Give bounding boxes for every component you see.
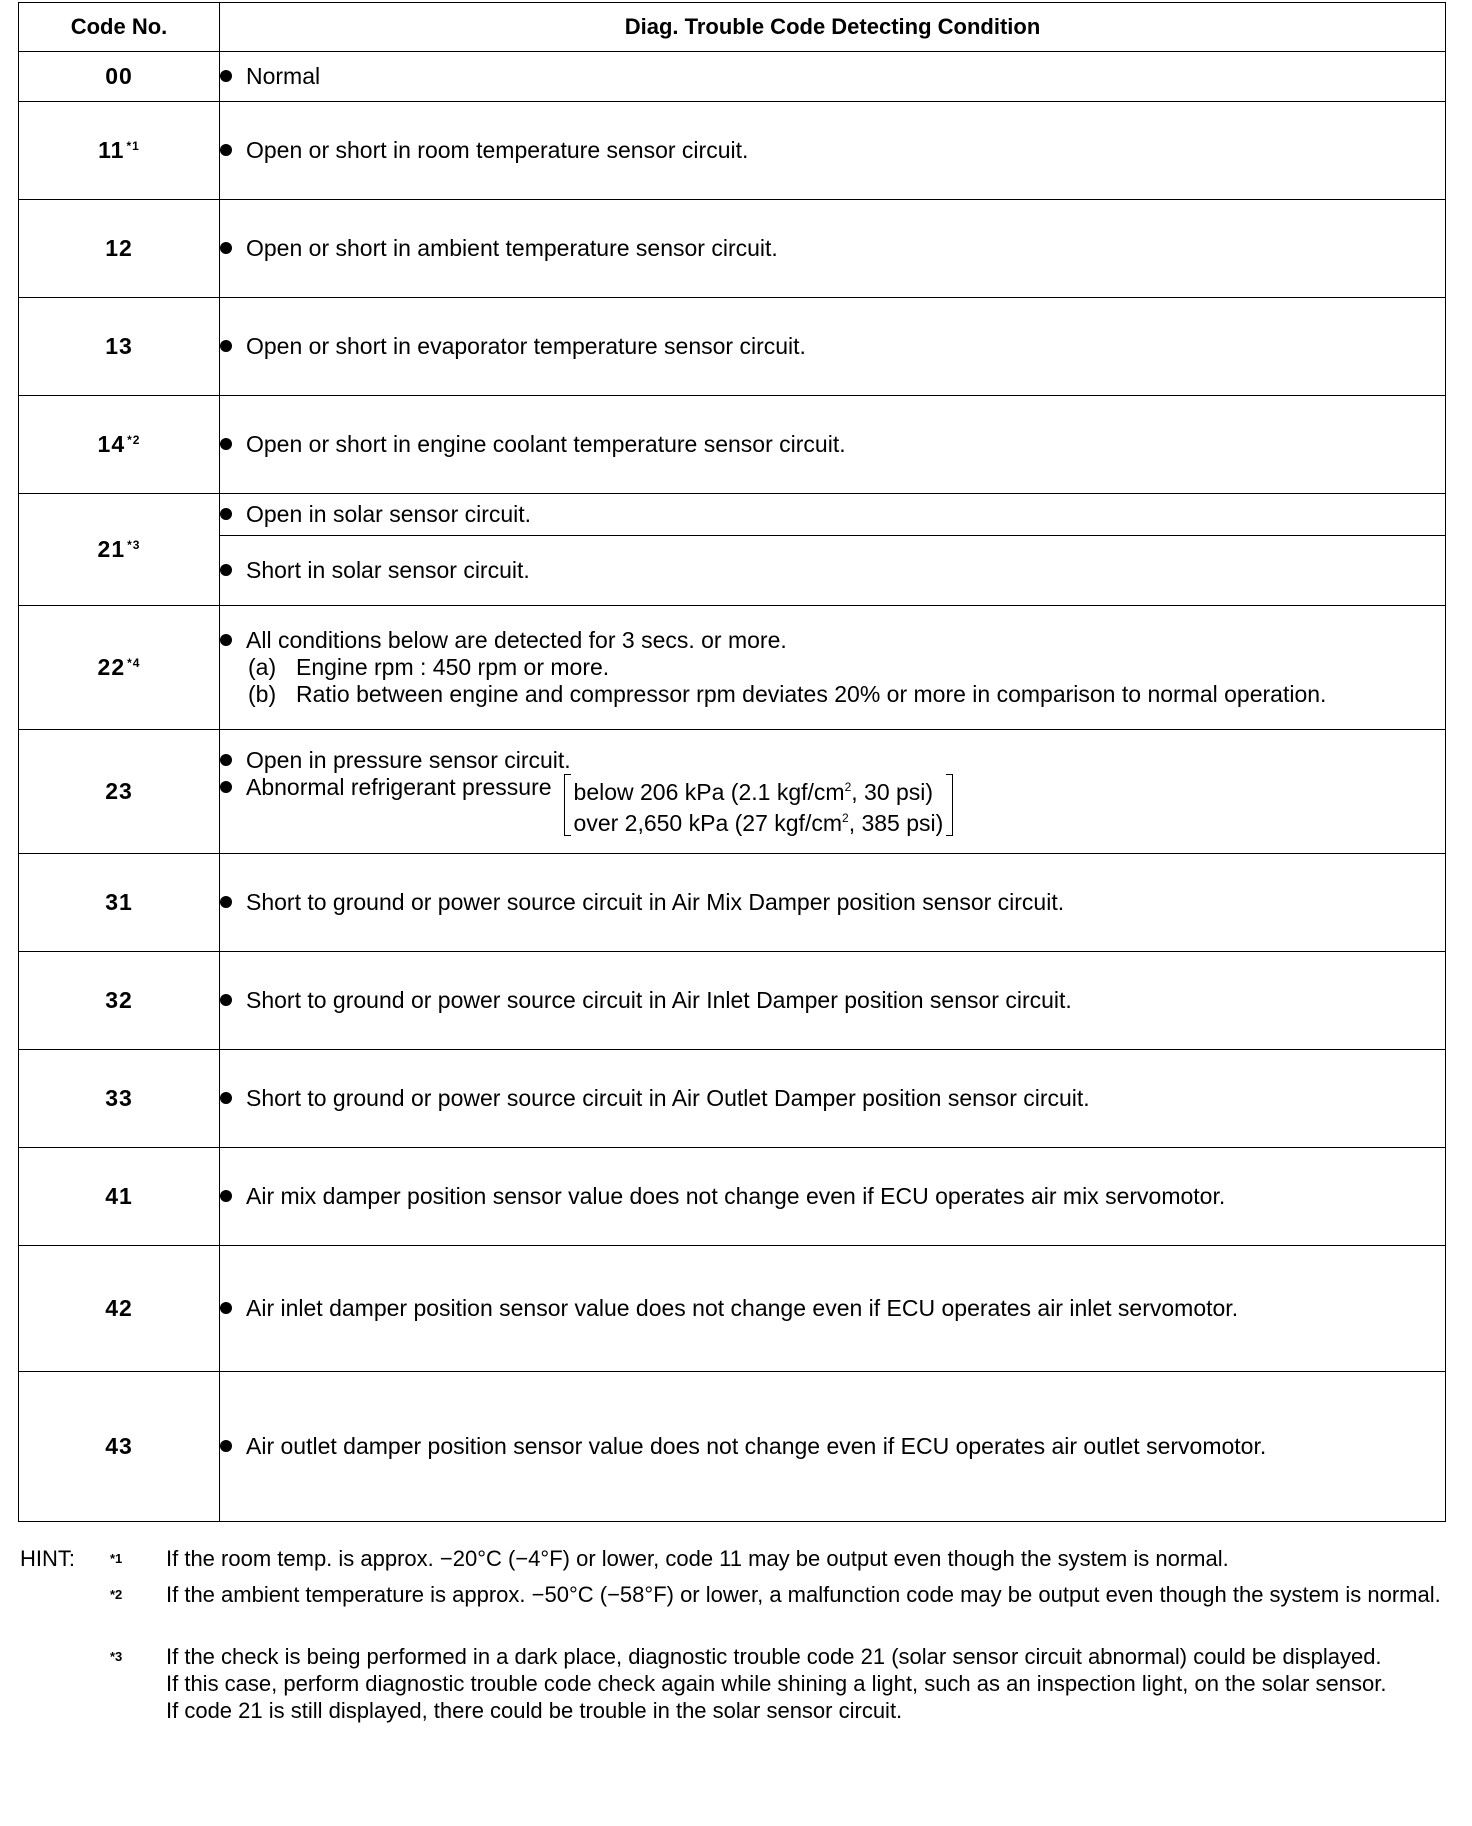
code-number: 43	[105, 1433, 133, 1459]
bullet-icon	[220, 896, 232, 908]
condition-text: Air inlet damper position sensor value does not change even if ECU operates air inlet servomotor.	[246, 1295, 1239, 1321]
condition-cell	[220, 102, 1446, 200]
table-row	[19, 1372, 1446, 1522]
hint-note-text: If code 21 is still displayed, there could be trouble in the solar sensor circuit.	[166, 1698, 903, 1723]
condition-text: Open or short in room temperature sensor circuit.	[246, 137, 749, 163]
table-row	[19, 854, 1446, 952]
code-cell	[19, 1372, 220, 1522]
footnote-marker: *3	[110, 1649, 123, 1664]
condition-cell	[220, 1148, 1446, 1246]
bullet-icon	[220, 242, 232, 254]
code-number: 23	[105, 778, 133, 804]
condition-cell	[220, 952, 1446, 1050]
condition-cell	[220, 494, 1446, 536]
sublist-label: (b)	[248, 681, 277, 707]
condition-cell	[220, 1246, 1446, 1372]
pressure-over: over 2,650 kPa (27 kgf/$cm^2$, 385 psi)	[573, 810, 944, 836]
condition-text: Air outlet damper position sensor value does not change even if ECU operates air outlet servomotor.	[246, 1433, 1267, 1459]
code-number: 21	[97, 536, 126, 562]
condition-text: Open or short in ambient temperature sensor circuit.	[246, 235, 778, 261]
diagnostic-code-table	[18, 2, 1446, 1522]
condition-sublist	[220, 654, 1445, 708]
condition-cell	[220, 730, 1446, 854]
footnote-marker: *1	[126, 139, 140, 153]
bullet-icon	[220, 781, 232, 793]
code-cell	[19, 854, 220, 952]
code-number: 31	[105, 889, 133, 915]
condition-text: Air mix damper position sensor value does not change even if ECU operates air mix servomotor.	[246, 1183, 1226, 1209]
condition-text: Open or short in evaporator temperature sensor circuit.	[246, 333, 806, 359]
code-cell	[19, 396, 220, 494]
code-number: 42	[105, 1295, 133, 1321]
hint-note	[110, 1581, 1450, 1608]
condition-text: Normal	[246, 63, 321, 89]
code-cell	[19, 494, 220, 606]
code-number: 00	[105, 63, 133, 89]
bullet-icon	[220, 564, 232, 576]
table-row	[19, 1050, 1446, 1148]
condition-text: Abnormal refrigerant pressure	[246, 774, 552, 800]
code-cell	[19, 102, 220, 200]
bullet-icon	[220, 340, 232, 352]
table-row	[19, 298, 1446, 396]
sublist-item	[248, 681, 1445, 708]
condition-text: Open or short in engine coolant temperature sensor circuit.	[246, 431, 846, 457]
code-cell	[19, 606, 220, 730]
code-cell	[19, 298, 220, 396]
table-row	[19, 396, 1446, 494]
table-row	[19, 730, 1446, 854]
table-row	[19, 494, 1446, 536]
condition-cell	[220, 52, 1446, 102]
sublist-item	[248, 654, 1445, 681]
condition-text: Short to ground or power source circuit in Air Inlet Damper position sensor circuit.	[246, 987, 1072, 1013]
code-cell	[19, 1246, 220, 1372]
code-number: 12	[105, 235, 133, 261]
code-cell	[19, 1050, 220, 1148]
table-row	[19, 1148, 1446, 1246]
bullet-icon	[220, 70, 232, 82]
code-number: 22	[97, 654, 126, 680]
table-row	[19, 952, 1446, 1050]
hint-label: HINT:	[20, 1546, 75, 1571]
bullet-icon	[220, 1092, 232, 1104]
condition-cell	[220, 536, 1446, 606]
code-cell	[19, 52, 220, 102]
code-number: 13	[105, 333, 133, 359]
hint-note-text: If the ambient temperature is approx. −50°C (−58°F) or lower, a malfunction code may be output even though the system is normal.	[166, 1582, 1441, 1607]
bullet-icon	[220, 144, 232, 156]
condition-text: Short to ground or power source circuit in Air Mix Damper position sensor circuit.	[246, 889, 1065, 915]
condition-cell	[220, 854, 1446, 952]
pressure-range-bracket	[564, 774, 954, 836]
hint-note-text: If the room temp. is approx. −20°C (−4°F) or lower, code 11 may be output even though the system is normal.	[166, 1546, 1229, 1571]
bullet-icon	[220, 754, 232, 766]
condition-cell	[220, 1050, 1446, 1148]
condition-cell	[220, 606, 1446, 730]
code-cell	[19, 1148, 220, 1246]
footnote-marker: *4	[127, 656, 141, 670]
footnote-marker: *1	[110, 1551, 123, 1566]
code-cell	[19, 730, 220, 854]
condition-text: All conditions below are detected for 3 secs. or more.	[246, 627, 787, 653]
code-cell	[19, 200, 220, 298]
bullet-icon	[220, 1440, 232, 1452]
code-number: 11	[98, 137, 125, 163]
bullet-icon	[220, 994, 232, 1006]
code-number: 32	[105, 987, 133, 1013]
table-row	[19, 102, 1446, 200]
pressure-below: below 206 kPa (2.1 kgf/$cm^2$, 30 psi)	[573, 779, 934, 805]
hint-note	[110, 1643, 1450, 1724]
bullet-icon	[220, 508, 232, 520]
condition-cell	[220, 298, 1446, 396]
table-row	[19, 52, 1446, 102]
table-header-row	[19, 3, 1446, 52]
bullet-icon	[220, 1302, 232, 1314]
condition-text: Open in pressure sensor circuit.	[246, 747, 571, 773]
condition-cell	[220, 200, 1446, 298]
footnote-marker: *3	[127, 538, 141, 552]
condition-text: Open in solar sensor circuit.	[246, 501, 532, 527]
table-row	[19, 1246, 1446, 1372]
footnote-marker: *2	[127, 433, 141, 447]
hint-note-text: If this case, perform diagnostic trouble code check again while shining a light, such as an inspection light, on the solar sensor.	[166, 1671, 1387, 1696]
footnote-marker: *2	[110, 1587, 123, 1602]
table-row	[19, 606, 1446, 730]
sublist-text: Ratio between engine and compressor rpm deviates 20% or more in comparison to normal operation.	[296, 681, 1327, 707]
condition-text: Short in solar sensor circuit.	[246, 557, 530, 583]
condition-cell	[220, 1372, 1446, 1522]
condition-text: Short to ground or power source circuit in Air Outlet Damper position sensor circuit.	[246, 1085, 1090, 1111]
bullet-icon	[220, 634, 232, 646]
bullet-icon	[220, 438, 232, 450]
header-detecting-condition: Diag. Trouble Code Detecting Condition	[220, 3, 1446, 52]
bullet-icon	[220, 1190, 232, 1202]
code-number: 41	[105, 1183, 133, 1209]
sublist-label: (a)	[248, 654, 277, 680]
table-row	[19, 536, 1446, 606]
condition-cell	[220, 396, 1446, 494]
code-cell	[19, 952, 220, 1050]
code-number: 14	[97, 431, 126, 457]
hint-note	[110, 1545, 1450, 1572]
header-code-no: Code No.	[19, 3, 220, 52]
hint-note-text: If the check is being performed in a dark place, diagnostic trouble code 21 (solar sensor circuit abnormal) could be displayed.	[166, 1644, 1382, 1669]
sublist-text: Engine rpm : 450 rpm or more.	[296, 654, 610, 680]
code-number: 33	[105, 1085, 133, 1111]
table-row	[19, 200, 1446, 298]
